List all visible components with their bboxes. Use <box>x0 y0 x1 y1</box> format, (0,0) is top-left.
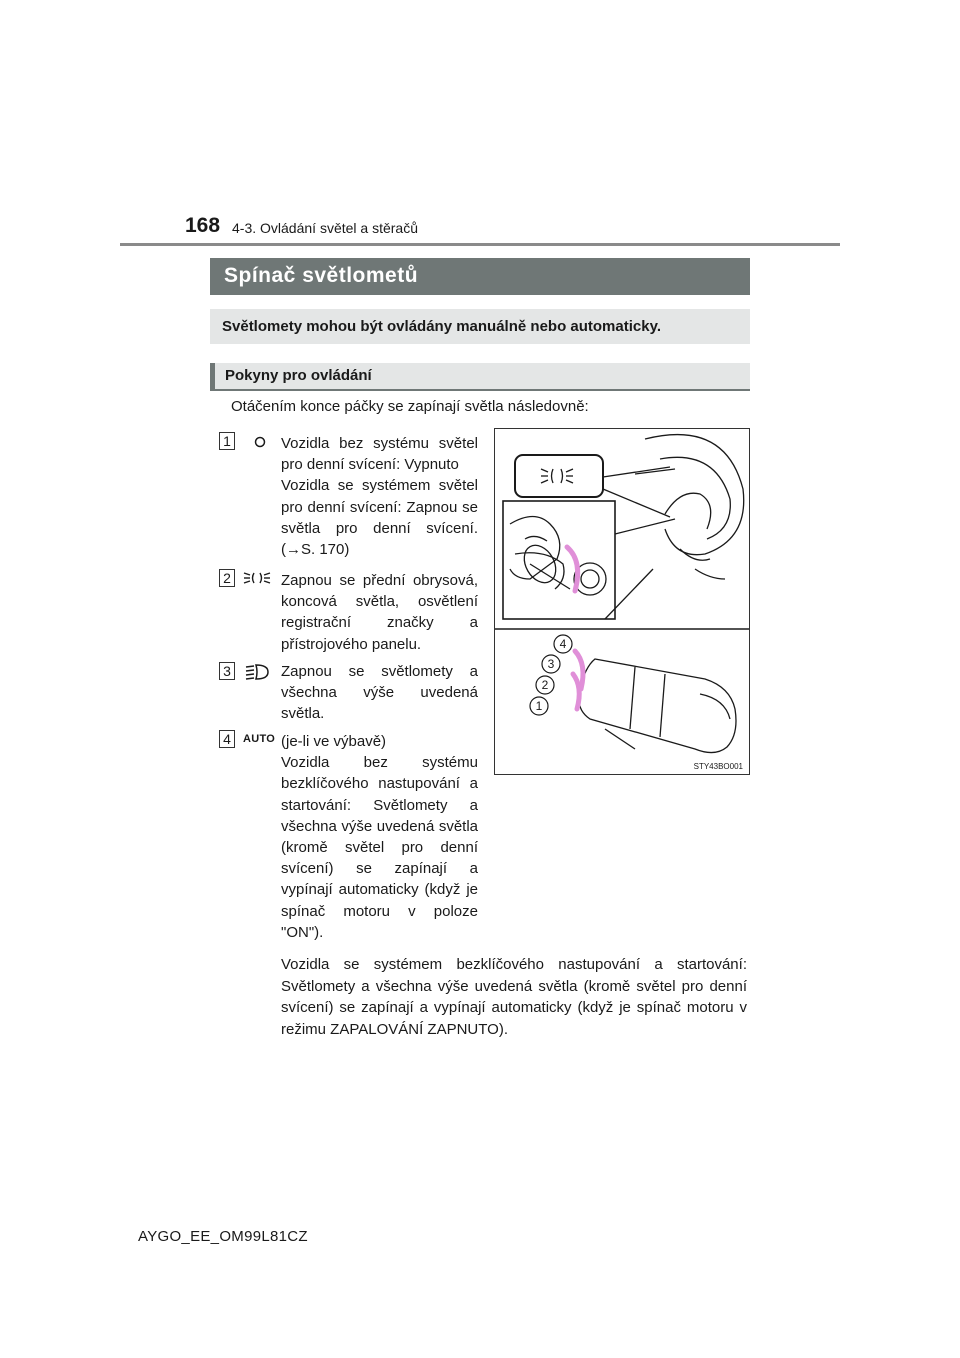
callout-3: 3 <box>547 657 555 671</box>
subheading-bar <box>210 363 750 389</box>
item-4-paragraph-2: Vozidla bez systému bezklíčového nastupování a startování: Světlomety a všechna výše uvedená světla (kromě světel pro denní svícení) se zapínají a vypínají automaticky (když je spínač motoru v poloze "ON"). <box>281 754 478 941</box>
item-1-paragraph-2: Vozidla se systémem světel pro denní svícení: Zapnou se světla pro denní svícení. (→S. 170) <box>281 477 478 559</box>
item-4-text <box>281 731 478 943</box>
instruction-text: Otáčením konce páčky se zapínají světla následovně: <box>231 398 589 415</box>
chapter-title: 4-3. Ovládání světel a stěračů <box>232 220 418 236</box>
off-circle-icon <box>254 436 266 448</box>
item-2-text: Zapnou se přední obrysová, koncová světla, osvětlení registrační značky a přístrojového panelu. <box>281 572 478 653</box>
headlight-icon <box>245 663 269 681</box>
item-4-paragraph-1: (je-li ve výbavě) <box>281 733 387 750</box>
section-title: Spínač světlometů <box>224 264 419 287</box>
section-title-bar <box>210 258 750 295</box>
subheading-divider <box>210 389 750 391</box>
auto-icon: AUTO <box>243 733 276 745</box>
closing-paragraph: Vozidla se systémem bezklíčového nastupování a startování: Světlomety a všechna výše uvedená světla (kromě světel pro denní svícení) se zapínají a vypínají automaticky (když je spínač motoru v režimu ZAPALOVÁNÍ ZAPNUTO). <box>281 956 747 1038</box>
figure-code: STY43BO001 <box>693 762 743 771</box>
item-number-3: 3 <box>219 662 235 680</box>
item-number-2: 2 <box>219 569 235 587</box>
callout-4: 4 <box>559 637 567 651</box>
intro-text: Světlomety mohou být ovládány manuálně nebo automaticky. <box>222 318 661 335</box>
item-1-paragraph-1: Vozidla bez systému světel pro denní svícení: Vypnuto <box>281 435 478 474</box>
subheading: Pokyny pro ovládání <box>225 367 372 384</box>
item-number-1: 1 <box>219 432 235 450</box>
callout-2: 2 <box>541 678 549 692</box>
item-number-4: 4 <box>219 730 235 748</box>
parking-lights-icon <box>243 570 271 586</box>
illustration-drawing <box>495 429 749 774</box>
item-1-text <box>281 433 478 560</box>
document-code: AYGO_EE_OM99L81CZ <box>138 1228 308 1245</box>
intro-box <box>210 309 750 344</box>
callout-1: 1 <box>535 699 543 713</box>
headlight-switch-illustration <box>494 428 750 775</box>
page-number: 168 <box>185 214 221 237</box>
item-3-text: Zapnou se světlomety a všechna výše uvedená světla. <box>281 663 478 723</box>
header-divider <box>120 243 840 246</box>
